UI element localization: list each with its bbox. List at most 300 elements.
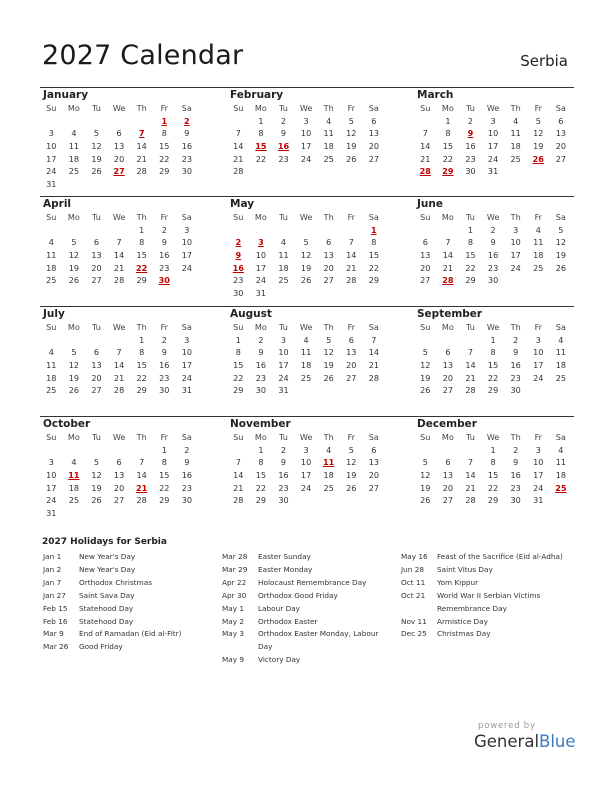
empty-cell (317, 224, 340, 237)
empty-cell (227, 224, 250, 237)
day-cell: 6 (371, 115, 377, 126)
empty-cell (108, 115, 131, 128)
day-cell: 26 (300, 275, 312, 286)
weekday-header: Sa (555, 432, 566, 442)
day-cell: 6 (348, 334, 354, 345)
day-cell: 28 (113, 385, 125, 396)
day-cell: 17 (533, 470, 544, 481)
day-cell: 21 (113, 372, 125, 383)
day-cell: 1 (467, 224, 474, 235)
day-cell: 28 (136, 166, 147, 177)
day-cell: 3 (535, 334, 541, 345)
day-cell: 3 (303, 444, 309, 455)
holiday-column (401, 551, 576, 641)
day-cell: 3 (48, 128, 54, 139)
day-cell: 6 (422, 237, 428, 248)
day-cell: 2 (280, 444, 287, 455)
month-days-grid (227, 431, 385, 507)
day-cell: 7 (116, 347, 122, 358)
day-cell: 19 (323, 360, 334, 371)
holidays-heading: 2027 Holidays for Serbia (42, 537, 167, 547)
day-cell: 10 (533, 457, 544, 468)
day-cell: 10 (300, 128, 312, 139)
day-cell: 11 (300, 347, 312, 358)
day-cell: 30 (465, 166, 476, 177)
day-cell: 20 (420, 262, 431, 273)
holiday-date: Feb 15 (43, 603, 68, 613)
day-cell: 3 (184, 334, 190, 345)
empty-cell (108, 334, 131, 347)
day-cell: 10 (255, 250, 267, 261)
empty-cell (85, 334, 108, 347)
day-cell: 7 (467, 347, 474, 358)
month-name: June (417, 198, 443, 210)
holiday-date: Mar 26 (43, 642, 69, 652)
day-cell: 4 (48, 347, 54, 358)
holiday-item (401, 551, 576, 564)
day-cell: 14 (465, 470, 476, 481)
holiday-day: 16 (232, 262, 244, 273)
weekday-header: Su (420, 103, 431, 113)
day-cell: 23 (465, 153, 476, 164)
day-cell: 26 (346, 482, 357, 493)
day-cell: 7 (348, 237, 354, 248)
empty-cell (85, 444, 108, 457)
day-cell: 23 (510, 482, 521, 493)
day-cell: 16 (159, 360, 170, 371)
day-cell: 24 (300, 482, 312, 493)
day-cell: 21 (136, 153, 147, 164)
day-cell: 5 (326, 334, 332, 345)
month-block (40, 197, 198, 300)
day-cell: 3 (280, 334, 287, 345)
day-cell: 5 (348, 444, 354, 455)
holiday-day: 25 (555, 482, 567, 493)
holiday-date: Mar 29 (222, 564, 248, 574)
day-cell: 8 (467, 237, 474, 248)
day-cell: 31 (46, 508, 57, 519)
day-cell: 10 (510, 237, 521, 248)
holiday-date: Apr 30 (222, 590, 247, 600)
holiday-name: Orthodox Easter Monday, Labour Day (258, 629, 379, 652)
holiday-day: 15 (255, 141, 267, 152)
weekday-header: Th (323, 212, 334, 222)
day-cell: 23 (159, 262, 170, 273)
weekday-header: Fr (534, 432, 542, 442)
weekday-header: Su (233, 322, 244, 332)
day-cell: 12 (555, 237, 567, 248)
day-cell: 25 (555, 372, 567, 383)
weekday-header: Tu (279, 212, 288, 222)
weekday-header: We (112, 322, 126, 332)
weekday-header: Mo (67, 212, 80, 222)
day-cell: 11 (46, 360, 57, 371)
day-cell: 26 (91, 166, 102, 177)
holiday-name: Labour Day (258, 603, 300, 613)
holiday-date: May 9 (222, 655, 245, 665)
day-cell: 18 (300, 360, 312, 371)
month-block (227, 88, 385, 191)
day-cell: 12 (68, 250, 80, 261)
holiday-date: Mar 28 (222, 552, 248, 561)
holiday-name: Statehood Day (79, 616, 134, 626)
day-cell: 5 (422, 347, 428, 358)
day-cell: 15 (159, 141, 170, 152)
day-cell: 30 (278, 495, 289, 506)
day-cell: 13 (113, 470, 125, 481)
empty-cell (414, 224, 437, 237)
month-days-grid (414, 211, 572, 287)
holiday-date: Dec 25 (401, 629, 427, 639)
weekday-header: We (486, 322, 500, 332)
day-cell: 15 (159, 470, 170, 481)
day-cell: 4 (303, 334, 309, 345)
day-cell: 1 (490, 334, 496, 345)
day-cell: 8 (258, 457, 264, 468)
day-cell: 29 (487, 495, 499, 506)
day-cell: 15 (233, 360, 244, 371)
day-cell: 29 (136, 385, 147, 396)
day-cell: 2 (513, 444, 519, 455)
day-cell: 5 (93, 128, 100, 139)
day-cell: 16 (159, 250, 170, 261)
day-cell: 1 (139, 224, 145, 235)
weekday-header: Th (136, 322, 147, 332)
day-cell: 11 (323, 128, 334, 139)
weekday-header: Sa (368, 432, 379, 442)
weekday-header: Th (323, 322, 334, 332)
empty-cell (85, 224, 108, 237)
day-cell: 13 (113, 141, 125, 152)
day-cell: 12 (323, 347, 334, 358)
weekday-header: We (112, 212, 126, 222)
day-cell: 6 (445, 457, 451, 468)
day-cell: 11 (278, 250, 289, 261)
day-cell: 2 (258, 334, 264, 345)
weekday-header: Th (323, 432, 334, 442)
day-cell: 14 (465, 360, 476, 371)
month-days-grid (414, 321, 572, 397)
day-cell: 24 (533, 372, 544, 383)
day-cell: 4 (326, 115, 332, 126)
holiday-date: Jan 2 (43, 564, 62, 574)
month-name: September (417, 308, 483, 320)
day-cell: 19 (555, 250, 567, 261)
day-cell: 2 (280, 115, 287, 126)
empty-cell (108, 444, 131, 457)
holiday-name: Holocaust Remembrance Day (258, 577, 367, 587)
day-cell: 11 (555, 347, 567, 358)
day-cell: 18 (555, 360, 567, 371)
day-cell: 9 (280, 128, 287, 139)
weekday-header: Sa (368, 322, 379, 332)
weekday-header: Fr (534, 103, 542, 113)
day-cell: 23 (233, 275, 244, 286)
day-cell: 4 (535, 224, 541, 235)
day-cell: 4 (48, 237, 54, 248)
holiday-item (401, 590, 576, 616)
day-cell: 15 (487, 470, 499, 481)
weekday-header: Tu (92, 322, 101, 332)
day-cell: 10 (181, 237, 193, 248)
day-cell: 5 (303, 237, 309, 248)
day-cell: 11 (68, 141, 80, 152)
weekday-header: Fr (347, 103, 355, 113)
day-cell: 6 (116, 128, 122, 139)
day-cell: 22 (255, 153, 267, 164)
day-cell: 20 (91, 262, 102, 273)
day-cell: 29 (136, 275, 147, 286)
holiday-date: Mar 9 (43, 629, 64, 639)
day-cell: 14 (346, 250, 357, 261)
weekday-header: Fr (160, 212, 168, 222)
day-cell: 8 (490, 347, 496, 358)
day-cell: 14 (442, 250, 454, 261)
day-cell: 9 (490, 237, 496, 248)
weekday-header: Mo (67, 103, 80, 113)
holiday-date: Jun 28 (401, 564, 425, 574)
day-cell: 20 (346, 360, 357, 371)
weekday-header: Fr (160, 432, 168, 442)
day-cell: 18 (533, 250, 544, 261)
day-cell: 2 (161, 334, 167, 345)
day-cell: 30 (181, 166, 193, 177)
day-cell: 7 (139, 457, 145, 468)
day-cell: 26 (346, 153, 357, 164)
day-cell: 20 (555, 141, 567, 152)
day-cell: 11 (46, 250, 57, 261)
day-cell: 18 (510, 141, 521, 152)
day-cell: 19 (91, 482, 102, 493)
empty-cell (63, 224, 86, 237)
day-cell: 19 (68, 372, 80, 383)
day-cell: 4 (280, 237, 287, 248)
day-cell: 6 (445, 347, 451, 358)
empty-cell (459, 334, 482, 347)
empty-cell (108, 224, 131, 237)
day-cell: 14 (233, 141, 244, 152)
day-cell: 22 (233, 372, 244, 383)
day-cell: 25 (68, 495, 80, 506)
holiday-item (43, 551, 203, 564)
day-cell: 24 (46, 166, 57, 177)
empty-cell (437, 224, 460, 237)
day-cell: 8 (490, 457, 496, 468)
weekday-header: Fr (534, 322, 542, 332)
day-cell: 29 (233, 385, 244, 396)
day-cell: 21 (465, 372, 476, 383)
weekday-header: Su (420, 432, 431, 442)
day-cell: 9 (513, 457, 519, 468)
day-cell: 1 (258, 444, 264, 455)
day-cell: 15 (136, 360, 147, 371)
day-cell: 21 (233, 153, 244, 164)
holiday-name: Orthodox Easter (258, 616, 318, 626)
day-cell: 31 (46, 179, 57, 190)
weekday-header: We (486, 432, 500, 442)
holiday-day: 11 (323, 457, 335, 468)
day-cell: 29 (368, 275, 380, 286)
month-name: October (43, 418, 91, 430)
day-cell: 27 (368, 153, 380, 164)
day-cell: 14 (136, 470, 147, 481)
weekday-header: Su (46, 103, 57, 113)
powered-by-text: powered by (478, 721, 536, 731)
holiday-name: New Year's Day (79, 552, 136, 561)
day-cell: 12 (420, 360, 431, 371)
holiday-name: Armistice Day (437, 616, 488, 626)
day-cell: 13 (368, 128, 380, 139)
holiday-day: 28 (419, 166, 431, 177)
weekday-header: Tu (92, 432, 101, 442)
holiday-date: Jan 1 (43, 552, 62, 561)
weekday-header: Su (46, 432, 57, 442)
day-cell: 4 (71, 457, 77, 468)
holiday-day: 29 (442, 166, 454, 177)
day-cell: 4 (326, 444, 332, 455)
holiday-day: 9 (235, 250, 242, 261)
holiday-day: 2 (184, 115, 190, 126)
day-cell: 12 (91, 141, 102, 152)
weekday-header: Su (46, 212, 57, 222)
weekday-header: Tu (92, 212, 101, 222)
day-cell: 9 (513, 347, 519, 358)
month-days-grid (227, 321, 385, 397)
day-cell: 16 (278, 470, 289, 481)
day-cell: 30 (159, 385, 170, 396)
holiday-item (401, 577, 576, 590)
weekday-header: Th (510, 103, 521, 113)
weekday-header: Fr (347, 212, 355, 222)
weekday-header: Sa (555, 212, 566, 222)
day-cell: 30 (233, 288, 244, 299)
weekday-header: Tu (466, 322, 475, 332)
day-cell: 1 (445, 115, 451, 126)
day-cell: 13 (442, 360, 454, 371)
day-cell: 17 (46, 482, 57, 493)
day-cell: 5 (348, 115, 354, 126)
holiday-item (222, 616, 382, 629)
day-cell: 25 (510, 153, 521, 164)
weekday-header: We (112, 103, 126, 113)
weekday-header: Th (510, 212, 521, 222)
holiday-day: 1 (371, 224, 377, 235)
day-cell: 26 (323, 372, 334, 383)
day-cell: 18 (555, 470, 567, 481)
day-cell: 3 (535, 444, 541, 455)
month-days-grid (40, 102, 198, 191)
day-cell: 15 (487, 360, 499, 371)
day-cell: 5 (71, 237, 77, 248)
holiday-name: Statehood Day (79, 603, 134, 613)
weekday-header: We (299, 322, 313, 332)
empty-cell (40, 115, 63, 128)
day-cell: 15 (255, 470, 267, 481)
day-cell: 13 (555, 128, 567, 139)
month-name: August (230, 308, 272, 320)
day-cell: 2 (513, 334, 519, 345)
day-cell: 19 (420, 372, 431, 383)
day-cell: 20 (368, 141, 380, 152)
day-cell: 25 (46, 275, 57, 286)
empty-cell (227, 115, 250, 128)
day-cell: 17 (510, 250, 521, 261)
day-cell: 20 (113, 482, 125, 493)
day-cell: 2 (184, 444, 190, 455)
day-cell: 6 (116, 457, 122, 468)
day-cell: 24 (533, 482, 544, 493)
holiday-date: Jan 27 (43, 590, 66, 600)
day-cell: 25 (300, 372, 312, 383)
day-cell: 18 (323, 470, 334, 481)
weekday-header: Mo (254, 103, 267, 113)
weekday-header: Mo (67, 432, 80, 442)
day-cell: 24 (278, 372, 289, 383)
day-cell: 18 (46, 372, 57, 383)
day-cell: 17 (278, 360, 289, 371)
day-cell: 12 (346, 128, 357, 139)
day-cell: 7 (116, 237, 122, 248)
holiday-name: Orthodox Christmas (79, 577, 152, 587)
weekday-header: Su (46, 322, 57, 332)
day-cell: 31 (255, 288, 267, 299)
holiday-name: Saint Sava Day (79, 590, 135, 600)
month-name: November (230, 418, 291, 430)
holiday-item (401, 628, 576, 641)
day-cell: 21 (465, 482, 476, 493)
day-cell: 9 (161, 347, 167, 358)
month-block (414, 88, 572, 191)
day-cell: 17 (255, 262, 267, 273)
weekday-header: Mo (441, 322, 454, 332)
day-cell: 22 (255, 482, 267, 493)
day-cell: 19 (68, 262, 80, 273)
day-cell: 18 (68, 153, 80, 164)
holiday-name: Easter Sunday (258, 552, 311, 561)
day-cell: 7 (235, 128, 241, 139)
weekday-header: Tu (466, 103, 475, 113)
weekday-header: Su (233, 432, 244, 442)
weekday-header: Fr (347, 322, 355, 332)
holiday-item (222, 564, 382, 577)
holiday-date: Apr 22 (222, 577, 247, 587)
weekday-header: Su (233, 103, 244, 113)
holiday-day: 26 (532, 153, 544, 164)
weekday-header: Th (510, 322, 521, 332)
holiday-item (222, 654, 382, 667)
day-cell: 12 (420, 470, 431, 481)
day-cell: 31 (181, 385, 193, 396)
day-cell: 5 (422, 457, 428, 468)
day-cell: 11 (555, 457, 567, 468)
day-cell: 10 (487, 128, 499, 139)
day-cell: 27 (420, 275, 431, 286)
holiday-day: 22 (136, 262, 148, 273)
generalblue-logo[interactable] (474, 732, 576, 751)
day-cell: 16 (181, 141, 193, 152)
day-cell: 21 (442, 262, 454, 273)
day-cell: 2 (490, 224, 496, 235)
day-cell: 28 (368, 372, 380, 383)
day-cell: 7 (371, 334, 377, 345)
month-row (40, 416, 574, 519)
empty-cell (250, 224, 273, 237)
day-cell: 29 (159, 166, 170, 177)
day-cell: 2 (161, 224, 167, 235)
day-cell: 5 (93, 457, 100, 468)
day-cell: 1 (235, 334, 241, 345)
weekday-header: We (299, 432, 313, 442)
